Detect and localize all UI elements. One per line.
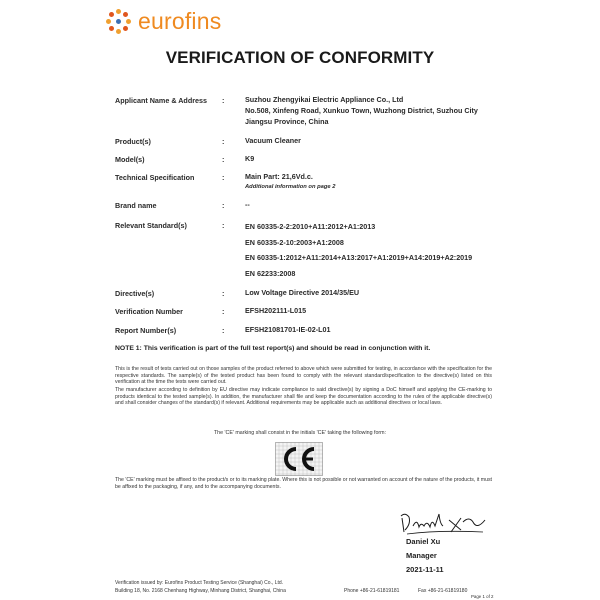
standard-line: EN 62233:2008 xyxy=(245,268,296,278)
footer-fax: Fax +86-21-61819180 xyxy=(418,588,468,594)
brand-name-colon: : xyxy=(222,201,225,210)
signature-image xyxy=(399,508,489,536)
logo-dots-icon xyxy=(106,8,132,34)
verification-number-label: Verification Number xyxy=(115,307,183,316)
paragraph-ce-marking: The 'CE' marking must be affixed to the product/s or to its marking plate. Where this is not possible or not warranted on account of the nature of the products, it must be affixed to the packaging, if any, and to the accompanying documents. xyxy=(115,477,492,490)
document-title: VERIFICATION OF CONFORMITY xyxy=(165,48,435,67)
standards-colon: : xyxy=(222,221,225,230)
signer-name: Daniel Xu xyxy=(406,537,441,546)
technical-label: Technical Specification xyxy=(115,173,195,182)
standard-line: EN 60335-1:2012+A11:2014+A13:2017+A1:2019+A14:2019+A2:2019 xyxy=(245,253,473,262)
standard-line: EN 60335-2-10:2003+A1:2008 xyxy=(245,237,344,247)
footer-issued-by: Verification issued by: Eurofins Product Testing Service (Shanghai) Co., Ltd. xyxy=(115,580,284,586)
models-colon: : xyxy=(222,155,225,164)
products-label: Product(s) xyxy=(115,137,151,146)
report-numbers-colon: : xyxy=(222,326,225,335)
models-value: K9 xyxy=(245,154,255,163)
brand-name-label: Brand name xyxy=(115,201,157,210)
products-value: Vacuum Cleaner xyxy=(245,136,301,145)
applicant-label: Applicant Name & Address xyxy=(115,96,207,105)
directives-value: Low Voltage Directive 2014/35/EU xyxy=(245,288,360,297)
brand-name-value: -- xyxy=(245,200,250,209)
standards-value xyxy=(245,219,472,281)
directives-label: Directive(s) xyxy=(115,289,155,298)
verification-number-value: EFSH202111-L015 xyxy=(245,306,307,315)
signer-role: Manager xyxy=(406,551,437,560)
footer-address: Building 18, No. 2168 Chenhang Highway, Minhang District, Shanghai, China xyxy=(115,588,286,594)
paragraph-test-results: This is the result of tests carried out on those samples of the product referred to above which were submitted for testing, in accordance with the specification for the respective standards. The sample(s) of the tested product has been found to comply with the relevant standard/specification to the directive(s) listed on this verification at the time the tests were carried out. xyxy=(115,366,492,386)
applicant-line: Jiangsu Province, China xyxy=(245,117,329,126)
directives-colon: : xyxy=(222,289,225,298)
technical-value xyxy=(245,171,336,193)
models-label: Model(s) xyxy=(115,155,145,164)
applicant-colon: : xyxy=(222,96,225,105)
eurofins-logo xyxy=(106,8,221,34)
technical-spec: Main Part: 21,6Vd.c. xyxy=(245,172,313,181)
technical-note: Additional information on page 2 xyxy=(245,184,336,190)
products-colon: : xyxy=(222,137,225,146)
standards-label: Relevant Standard(s) xyxy=(115,221,187,230)
signature-date: 2021-11-11 xyxy=(406,565,444,574)
applicant-value xyxy=(245,94,478,127)
logo-text: eurofins xyxy=(138,7,222,34)
applicant-line: No.508, Xinfeng Road, Xunkuo Town, Wuzhong District, Suzhou City xyxy=(245,106,478,115)
technical-colon: : xyxy=(222,173,225,182)
verification-number-colon: : xyxy=(222,307,225,316)
report-numbers-value: EFSH21081701-IE-02-L01 xyxy=(245,325,331,334)
note-1: NOTE 1: This verification is part of the full test report(s) and should be read in conjunction with it. xyxy=(115,345,431,352)
report-numbers-label: Report Number(s) xyxy=(115,326,177,335)
footer-page-number: Page 1 of 2 xyxy=(471,594,494,599)
paragraph-manufacturer: The manufacturer according to definition by EU directive may indicate compliance to said directive(s) by signing a DoC himself and applying the CE-marking to products identical to the tested sample(s). In addition, the manufacturer shall file and keep the documentation according to the rules of the applicable directive(s) and shall consider changes of the standard(s) if relevant. Additional requirements may be applicable such as additional directives or local laws. xyxy=(115,387,492,407)
ce-mark-icon xyxy=(275,442,323,476)
ce-caption: The 'CE' marking shall consist in the initials 'CE' taking the following form: xyxy=(213,430,387,436)
applicant-line: Suzhou Zhengyikai Electric Appliance Co., Ltd xyxy=(245,95,404,104)
footer-phone: Phone +86-21-61819181 xyxy=(344,588,400,594)
standard-line: EN 60335-2-2:2010+A11:2012+A1:2013 xyxy=(245,222,376,231)
